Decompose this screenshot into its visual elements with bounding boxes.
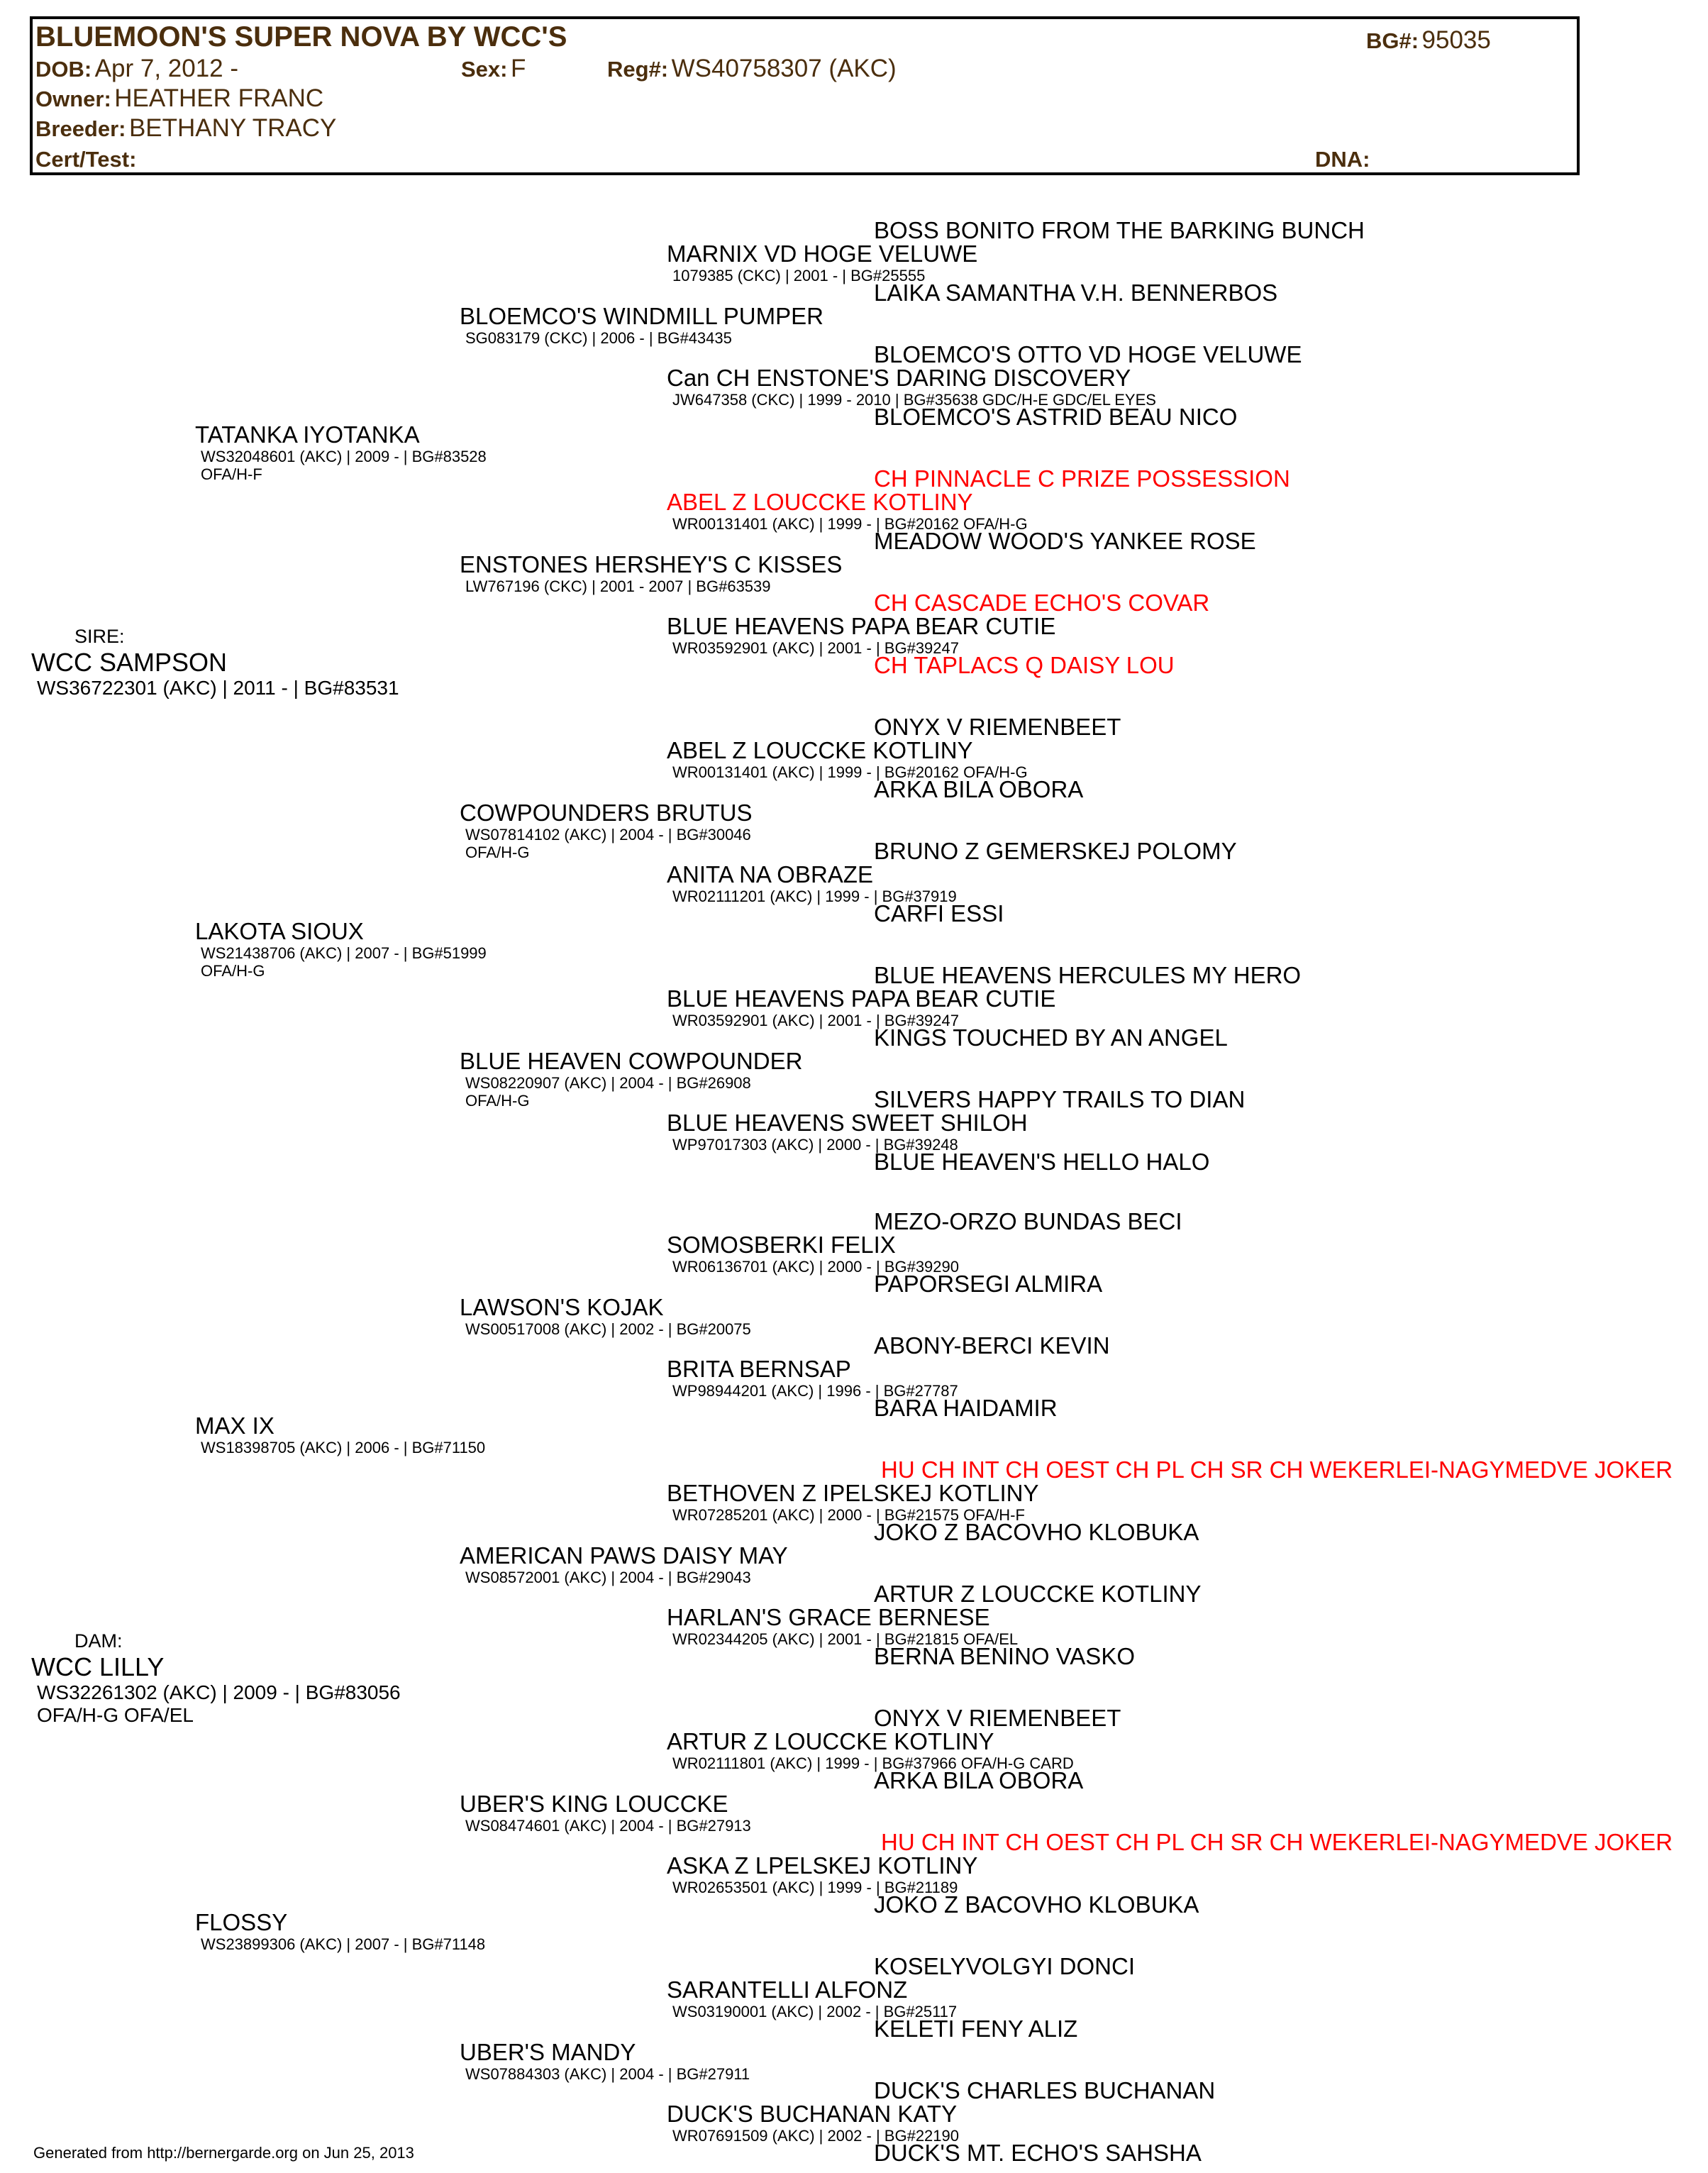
pedigree-entry (667, 1110, 1028, 1154)
dog-detail: WS08220907 (AKC) | 2004 - | BG#26908 (465, 1074, 751, 1092)
dob (35, 55, 238, 83)
pedigree-entry: ABONY-BERCI KEVIN (874, 1332, 1110, 1359)
dog-name: LAKOTA SIOUX (195, 918, 364, 944)
dog-detail: WR03592901 (AKC) | 2001 - | BG#39247 (672, 639, 959, 657)
dog-name: WCC LILLY (31, 1652, 165, 1681)
dam-entry (31, 1653, 401, 1727)
dog-name: UBER'S KING LOUCCKE (460, 1791, 728, 1817)
dog-detail: WR00131401 (AKC) | 1999 - | BG#20162 OFA/H-G (672, 763, 1028, 781)
dog-name: ASKA Z LPELSKEJ KOTLINY (667, 1852, 978, 1879)
pedigree-entry (667, 241, 977, 284)
reg-label: Reg#: (607, 57, 669, 82)
sire-label: SIRE: (74, 626, 125, 647)
dog-detail: WP97017303 (AKC) | 2000 - | BG#39248 (672, 1136, 958, 1154)
dog-detail: WS18398705 (AKC) | 2006 - | BG#71150 (201, 1439, 486, 1456)
pedigree-entry (195, 1413, 485, 1456)
dog-detail: WS07814102 (AKC) | 2004 - | BG#30046 (465, 826, 751, 844)
pedigree-entry: DUCK'S CHARLES BUCHANAN (874, 2077, 1216, 2103)
pedigree-entry (667, 1356, 958, 1400)
dob-label: DOB: (35, 57, 92, 82)
pedigree-entry (667, 738, 1028, 781)
registration (607, 55, 897, 83)
pedigree-entry (460, 1791, 751, 1835)
pedigree-entry (195, 1910, 485, 1953)
dog-name: MAX IX (195, 1412, 274, 1439)
pedigree-entry (667, 1977, 957, 2020)
pedigree-entry (667, 1605, 1018, 1648)
pedigree-entry: CH CASCADE ECHO'S COVAR (874, 590, 1210, 616)
pedigree-entry: ARTUR Z LOUCCKE KOTLINY (874, 1581, 1202, 1607)
dog-name: ARTUR Z LOUCCKE KOTLINY (667, 1728, 994, 1754)
dog-detail: WR02111201 (AKC) | 1999 - | BG#37919 (672, 888, 957, 905)
generated-footer: Generated from http://bernergarde.org on Jun 25, 2013 (33, 2144, 414, 2162)
pedigree-entry: KOSELYVOLGYI DONCI (874, 1953, 1135, 1979)
owner (35, 84, 323, 113)
pedigree-entry (667, 862, 957, 905)
dog-detail: WS03190001 (AKC) | 2002 - | BG#25117 (672, 2003, 958, 2020)
breeder (35, 114, 336, 143)
breeder-value: BETHANY TRACY (128, 114, 337, 142)
pedigree-entry: JOKO Z BACOVHO KLOBUKA (874, 1519, 1199, 1545)
pedigree-entry: BLOEMCO'S OTTO VD HOGE VELUWE (874, 341, 1302, 367)
pedigree-entry (667, 1481, 1038, 1524)
cert-label: Cert/Test: (35, 147, 137, 172)
dog-detail: WP98944201 (AKC) | 1996 - | BG#27787 (672, 1382, 958, 1400)
dog-name: BLUE HEAVENS PAPA BEAR CUTIE (667, 985, 1056, 1012)
dog-detail: WS08474601 (AKC) | 2004 - | BG#27913 (465, 1817, 751, 1835)
dog-detail: WS07884303 (AKC) | 2004 - | BG#27911 (465, 2065, 750, 2083)
dog-name: Can CH ENSTONE'S DARING DISCOVERY (667, 365, 1131, 391)
pedigree-entry: KELETI FENY ALIZ (874, 2016, 1078, 2042)
dog-name: ABEL Z LOUCCKE KOTLINY (667, 737, 973, 763)
dog-name: BLUE HEAVENS PAPA BEAR CUTIE (667, 613, 1056, 639)
dog-name: SOMOSBERKI FELIX (667, 1232, 896, 1258)
dam-label: DAM: (74, 1630, 123, 1652)
dog-name: ANITA NA OBRAZE (667, 861, 873, 888)
pedigree-entry: MEADOW WOOD'S YANKEE ROSE (874, 528, 1256, 554)
dog-name: MARNIX VD HOGE VELUWE (667, 240, 978, 267)
dog-detail: WR06136701 (AKC) | 2000 - | BG#39290 (672, 1258, 959, 1276)
pedigree-entry: ARKA BILA OBORA (874, 776, 1084, 802)
dog-detail: JW647358 (CKC) | 1999 - 2010 | BG#35638 GDC/H-E GDC/EL EYES (672, 391, 1156, 409)
pedigree-entry (460, 2040, 750, 2083)
bg-label: BG#: (1366, 28, 1419, 53)
reg-value: WS40758307 (AKC) (671, 55, 897, 82)
dog-detail: 1079385 (CKC) | 2001 - | BG#25555 (672, 267, 926, 284)
dog-name: TATANKA IYOTANKA (195, 421, 420, 448)
pedigree-entry: ARKA BILA OBORA (874, 1767, 1084, 1793)
dog-detail: WR02111801 (AKC) | 1999 - | BG#37966 OFA/H-G CARD (672, 1754, 1074, 1772)
dog-health: OFA/H-G (465, 844, 530, 861)
dog-name: UBER'S MANDY (460, 2039, 636, 2065)
dog-name: ENSTONES HERSHEY'S C KISSES (460, 551, 843, 577)
pedigree-entry: DUCK'S MT. ECHO'S SAHSHA (874, 2140, 1202, 2166)
dog-detail: WR07285201 (AKC) | 2000 - | BG#21575 OFA/H-F (672, 1506, 1025, 1524)
dog-detail: WS23899306 (AKC) | 2007 - | BG#71148 (201, 1935, 486, 1953)
sex-label: Sex: (461, 57, 508, 82)
sex-value: F (510, 55, 526, 82)
dob-value: Apr 7, 2012 - (94, 55, 239, 82)
dog-detail: SG083179 (CKC) | 2006 - | BG#43435 (465, 329, 732, 347)
owner-label: Owner: (35, 87, 111, 111)
dog-name: BLUE HEAVEN COWPOUNDER (460, 1048, 803, 1074)
dog-name: DUCK'S BUCHANAN KATY (667, 2101, 958, 2127)
pedigree-entry: ONYX V RIEMENBEET (874, 714, 1121, 740)
dog-name: LAWSON'S KOJAK (460, 1294, 664, 1320)
pedigree-entry (667, 1232, 959, 1276)
dog-detail: WR02344205 (AKC) | 2001 - | BG#21815 OFA/EL (672, 1630, 1019, 1648)
pedigree-entry: BRUNO Z GEMERSKEJ POLOMY (874, 838, 1237, 864)
dog-health: OFA/H-G (465, 1092, 530, 1110)
dog-name: HARLAN'S GRACE BERNESE (667, 1604, 990, 1630)
bg-number (1366, 26, 1491, 55)
dog-detail: WR03592901 (AKC) | 2001 - | BG#39247 (672, 1012, 959, 1029)
dog-header (30, 16, 1580, 175)
dog-detail: WS32048601 (AKC) | 2009 - | BG#83528 (201, 448, 487, 465)
dog-health: OFA/H-G OFA/EL (37, 1704, 194, 1726)
pedigree-entry: HU CH INT CH OEST CH PL CH SR CH WEKERLEI-NAGYMEDVE JOKER (881, 1829, 1673, 1855)
pedigree-entry: LAIKA SAMANTHA V.H. BENNERBOS (874, 280, 1278, 306)
pedigree-entry (667, 614, 1055, 657)
pedigree-entry (460, 552, 842, 595)
pedigree-entry: CH PINNACLE C PRIZE POSSESSION (874, 465, 1290, 492)
dog-title: BLUEMOON'S SUPER NOVA BY WCC'S (35, 21, 567, 52)
pedigree-entry: SILVERS HAPPY TRAILS TO DIAN (874, 1086, 1246, 1112)
pedigree-entry: BLUE HEAVEN'S HELLO HALO (874, 1149, 1210, 1175)
pedigree-entry (667, 1853, 977, 1896)
pedigree-entry: ONYX V RIEMENBEET (874, 1705, 1121, 1731)
dog-detail: WS32261302 (AKC) | 2009 - | BG#83056 (37, 1681, 401, 1703)
pedigree-entry (460, 1543, 788, 1586)
pedigree-entry: PAPORSEGI ALMIRA (874, 1271, 1103, 1297)
dog-name: BLUE HEAVENS SWEET SHILOH (667, 1110, 1028, 1136)
dog-name: ABEL Z LOUCCKE KOTLINY (667, 489, 973, 515)
pedigree-entry (195, 919, 487, 980)
pedigree-entry: BOSS BONITO FROM THE BARKING BUNCH (874, 217, 1365, 243)
dog-detail: WS08572001 (AKC) | 2004 - | BG#29043 (465, 1569, 751, 1586)
dog-detail: WS00517008 (AKC) | 2002 - | BG#20075 (465, 1320, 751, 1338)
dog-name: SARANTELLI ALFONZ (667, 1976, 908, 2003)
dog-health: OFA/H-F (201, 465, 262, 483)
pedigree-entry: JOKO Z BACOVHO KLOBUKA (874, 1891, 1199, 1918)
dog-name: BRITA BERNSAP (667, 1356, 851, 1382)
dog-health: OFA/H-G (201, 962, 265, 980)
dog-name: WCC SAMPSON (31, 648, 228, 677)
sire-entry (31, 648, 399, 700)
pedigree-entry (667, 2101, 959, 2145)
pedigree-entry (667, 986, 1055, 1029)
pedigree-entry: MEZO-ORZO BUNDAS BECI (874, 1208, 1182, 1234)
pedigree-entry (667, 365, 1156, 409)
owner-value: HEATHER FRANC (114, 84, 324, 112)
pedigree-entry: BLUE HEAVENS HERCULES MY HERO (874, 962, 1302, 988)
bg-value: 95035 (1421, 26, 1491, 54)
breeder-label: Breeder: (35, 116, 126, 141)
dog-name: BLOEMCO'S WINDMILL PUMPER (460, 303, 824, 329)
pedigree-entry: CARFI ESSI (874, 900, 1004, 927)
pedigree-entry (195, 422, 487, 483)
dna-label: DNA: (1315, 147, 1370, 172)
pedigree-entry (460, 304, 824, 347)
pedigree-entry (460, 800, 753, 861)
pedigree-entry (460, 1049, 802, 1110)
pedigree-entry (460, 1295, 751, 1338)
dog-name: BETHOVEN Z IPELSKEJ KOTLINY (667, 1480, 1039, 1506)
pedigree-entry: BARA HAIDAMIR (874, 1395, 1058, 1421)
dog-detail: LW767196 (CKC) | 2001 - 2007 | BG#63539 (465, 577, 771, 595)
dog-name: AMERICAN PAWS DAISY MAY (460, 1542, 788, 1569)
dog-name: FLOSSY (195, 1909, 288, 1935)
dog-detail: WS36722301 (AKC) | 2011 - | BG#83531 (37, 677, 399, 699)
pedigree-entry: KINGS TOUCHED BY AN ANGEL (874, 1024, 1228, 1051)
pedigree-entry: BLOEMCO'S ASTRID BEAU NICO (874, 404, 1238, 430)
dog-detail: WR02653501 (AKC) | 1999 - | BG#21189 (672, 1879, 958, 1896)
pedigree-entry: BERNA BENINO VASKO (874, 1643, 1135, 1669)
pedigree-entry: CH TAPLACS Q DAISY LOU (874, 652, 1175, 678)
pedigree-entry (667, 1729, 1074, 1772)
dog-detail: WS21438706 (AKC) | 2007 - | BG#51999 (201, 944, 487, 962)
sex (461, 55, 526, 83)
pedigree-entry (667, 490, 1028, 533)
dog-name: COWPOUNDERS BRUTUS (460, 800, 753, 826)
dog-detail: WR00131401 (AKC) | 1999 - | BG#20162 OFA/H-G (672, 515, 1028, 533)
pedigree-entry: HU CH INT CH OEST CH PL CH SR CH WEKERLEI-NAGYMEDVE JOKER (881, 1456, 1673, 1483)
dog-detail: WR07691509 (AKC) | 2002 - | BG#22190 (672, 2127, 959, 2145)
